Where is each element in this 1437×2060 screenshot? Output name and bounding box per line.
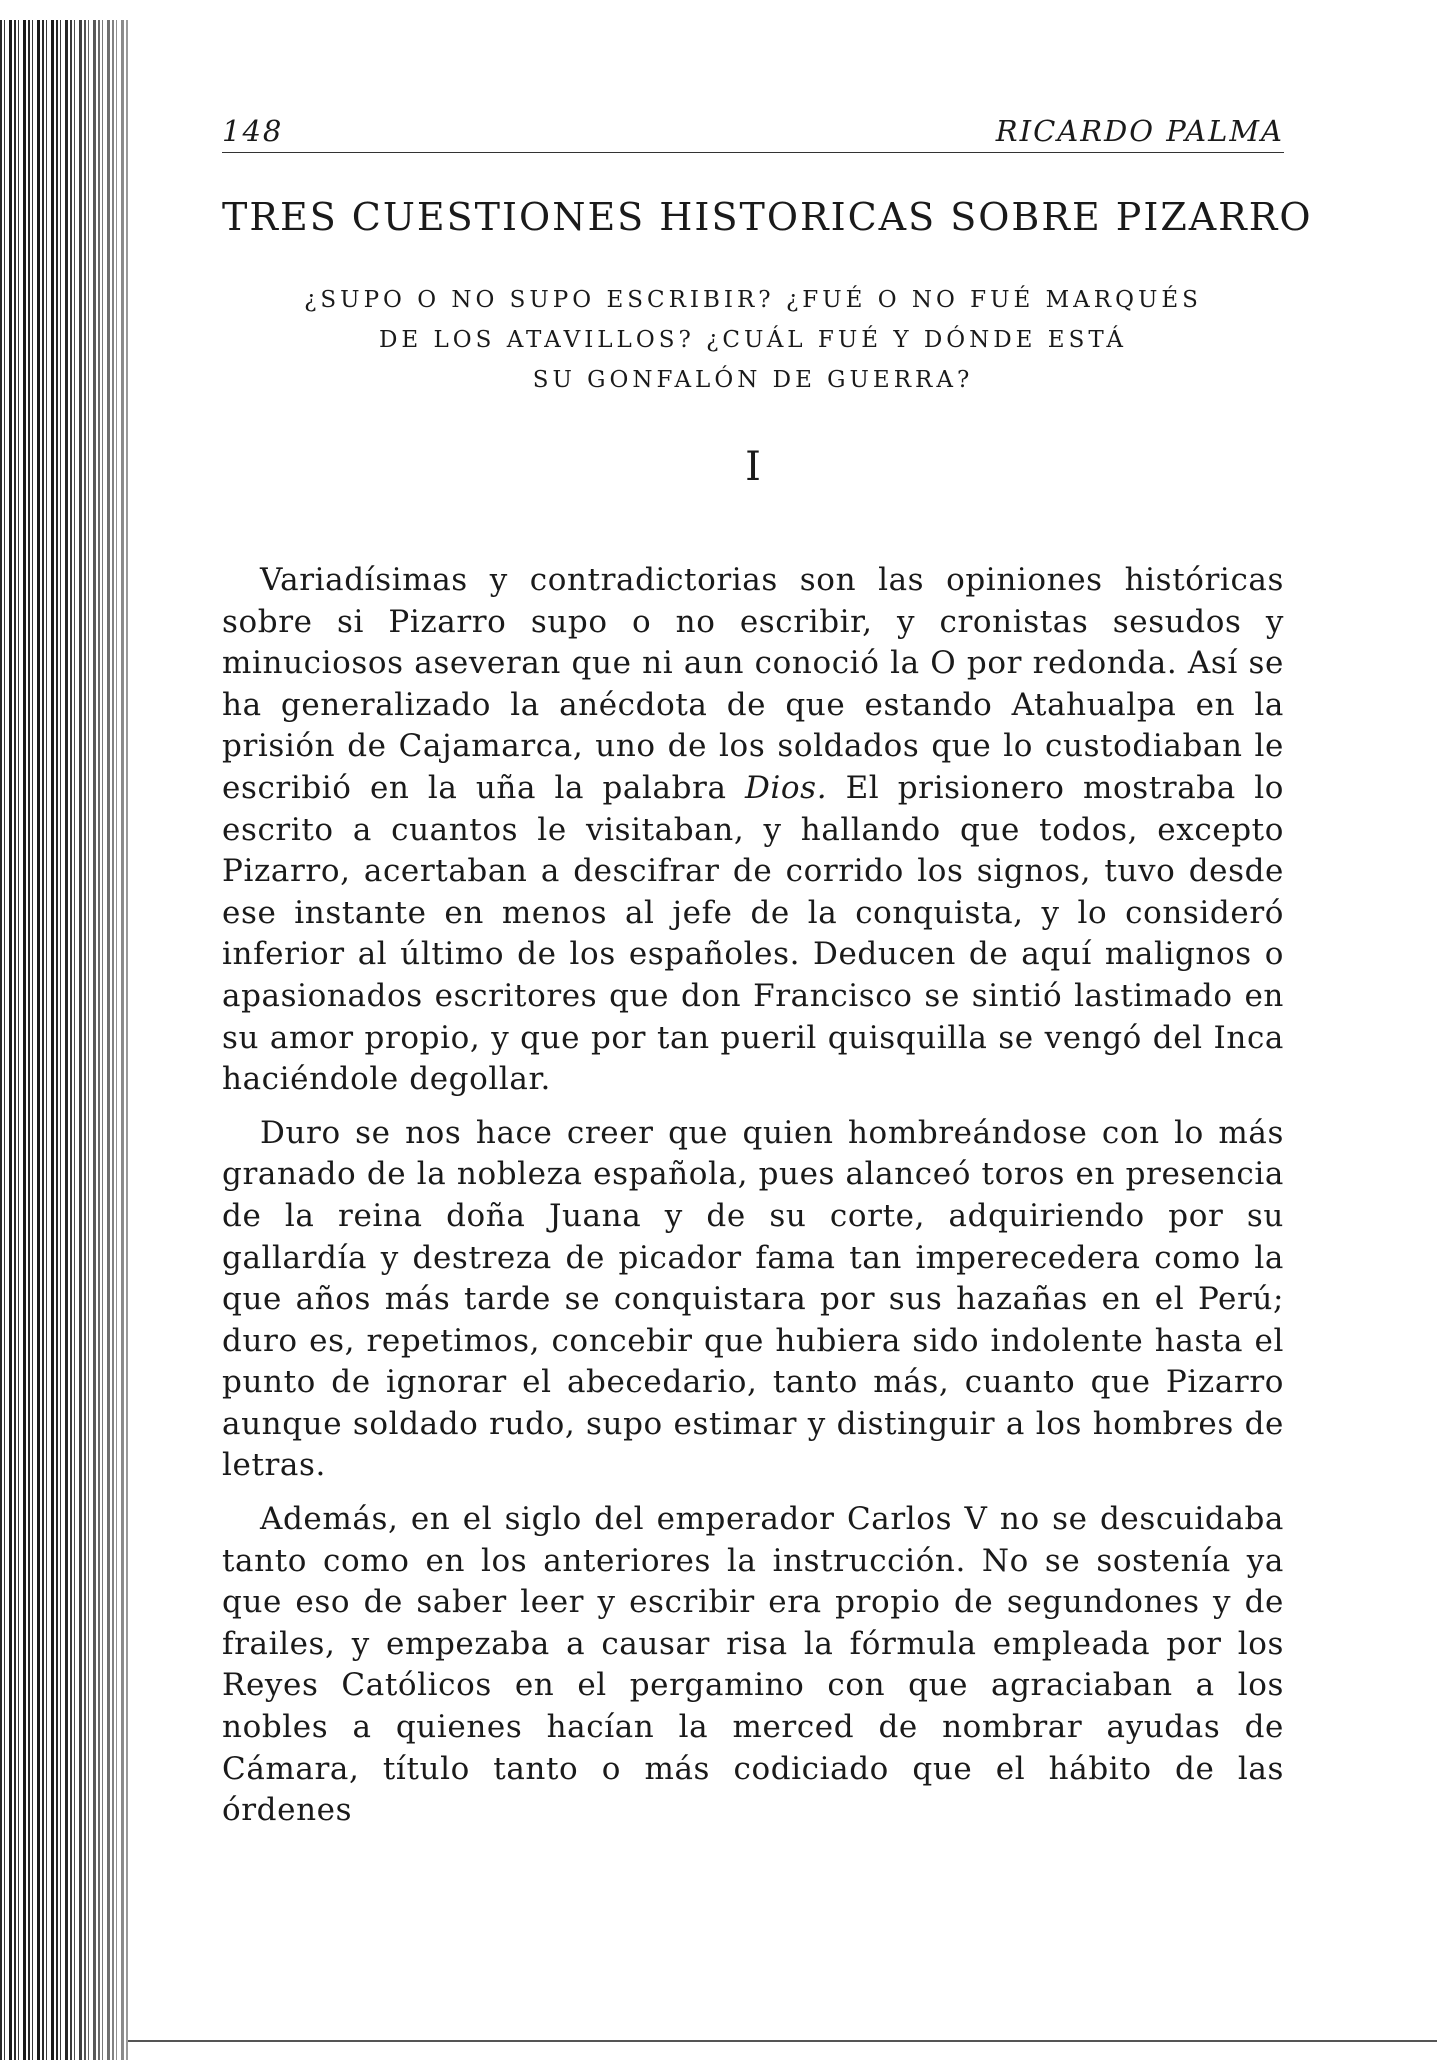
paragraph-1 — [222, 560, 1284, 1101]
paragraph-3: Además, en el siglo del emperador Carlos V no se descuidaba tanto como en los anteriores la instrucción. No se sostenía ya que eso de saber leer y escribir era propio de segundones y de frailes, y empezaba a causar risa la fórmula empleada por los Reyes Católicos en el pergamino con que agraciaban a los nobles a quienes hacían la merced de nombrar ayudas de Cámara, título tanto o más codiciado que el hábito de las órdenes — [222, 1501, 1284, 1829]
italic-word-dios: Dios. — [744, 769, 828, 806]
header-rule — [222, 152, 1284, 153]
subtitle-line-1: ¿SUPO O NO SUPO ESCRIBIR? ¿FUÉ O NO FUÉ MARQUÉS — [304, 287, 1202, 313]
running-head-author: RICARDO PALMA — [995, 114, 1284, 148]
paragraph-2: Duro se nos hace creer que quien hombreándose con lo más granado de la nobleza española, pues alanceó toros en presencia de la reina doña Juana y de su corte, adquiriendo por su gallardía y destreza de picador fama tan imperecedera como la que años más tarde se conquistara por sus hazañas en el Perú; duro es, repetimos, concebir que hubiera sido indolente hasta el punto de ignorar el abecedario, tanto más, cuanto que Pizarro aunque soldado rudo, supo estimar y distinguir a los hombres de letras. — [222, 1114, 1284, 1484]
running-head — [222, 100, 1284, 152]
paragraph-1-part-a: Variadísimas y contradictorias son las opiniones históricas sobre si Pizarro supo o no escribir, y cronistas sesudos y minuciosos aseveran que ni aun conoció la O por redonda. Así se ha generalizado la anécdota de que estando Atahualpa en la prisión de Cajamarca, uno de los soldados que lo custodiaban le escribió en la uña la palabra — [222, 562, 1284, 806]
scan-bottom-edge — [128, 2040, 1437, 2042]
subtitle-line-2: DE LOS ATAVILLOS? ¿CUÁL FUÉ Y DÓNDE ESTÁ — [378, 327, 1128, 353]
body-text — [222, 560, 1284, 1832]
page-number: 148 — [222, 114, 284, 148]
subtitle-line-3: SU GONFALÓN DE GUERRA? — [532, 367, 974, 393]
binding-shadow — [60, 0, 130, 2060]
chapter-subtitle — [222, 280, 1284, 400]
book-page — [222, 100, 1313, 1844]
section-number: I — [745, 444, 761, 490]
chapter-title: TRES CUESTIONES HISTORICAS SOBRE PIZARRO — [222, 195, 1313, 239]
paragraph-1-part-b: El prisionero mostraba lo escrito a cuantos le visitaban, y hallando que todos, excepto Pizarro, acertaban a descifrar de corrido los signos, tuvo desde ese instante en menos al jefe de la conquista, y lo consideró inferior al último de los españoles. Deducen de aquí malignos o apasionados escritores que don Francisco se sintió lastimado en su amor propio, y que por tan pueril quisquilla se vengó del Inca haciéndole degollar. — [222, 769, 1284, 1098]
